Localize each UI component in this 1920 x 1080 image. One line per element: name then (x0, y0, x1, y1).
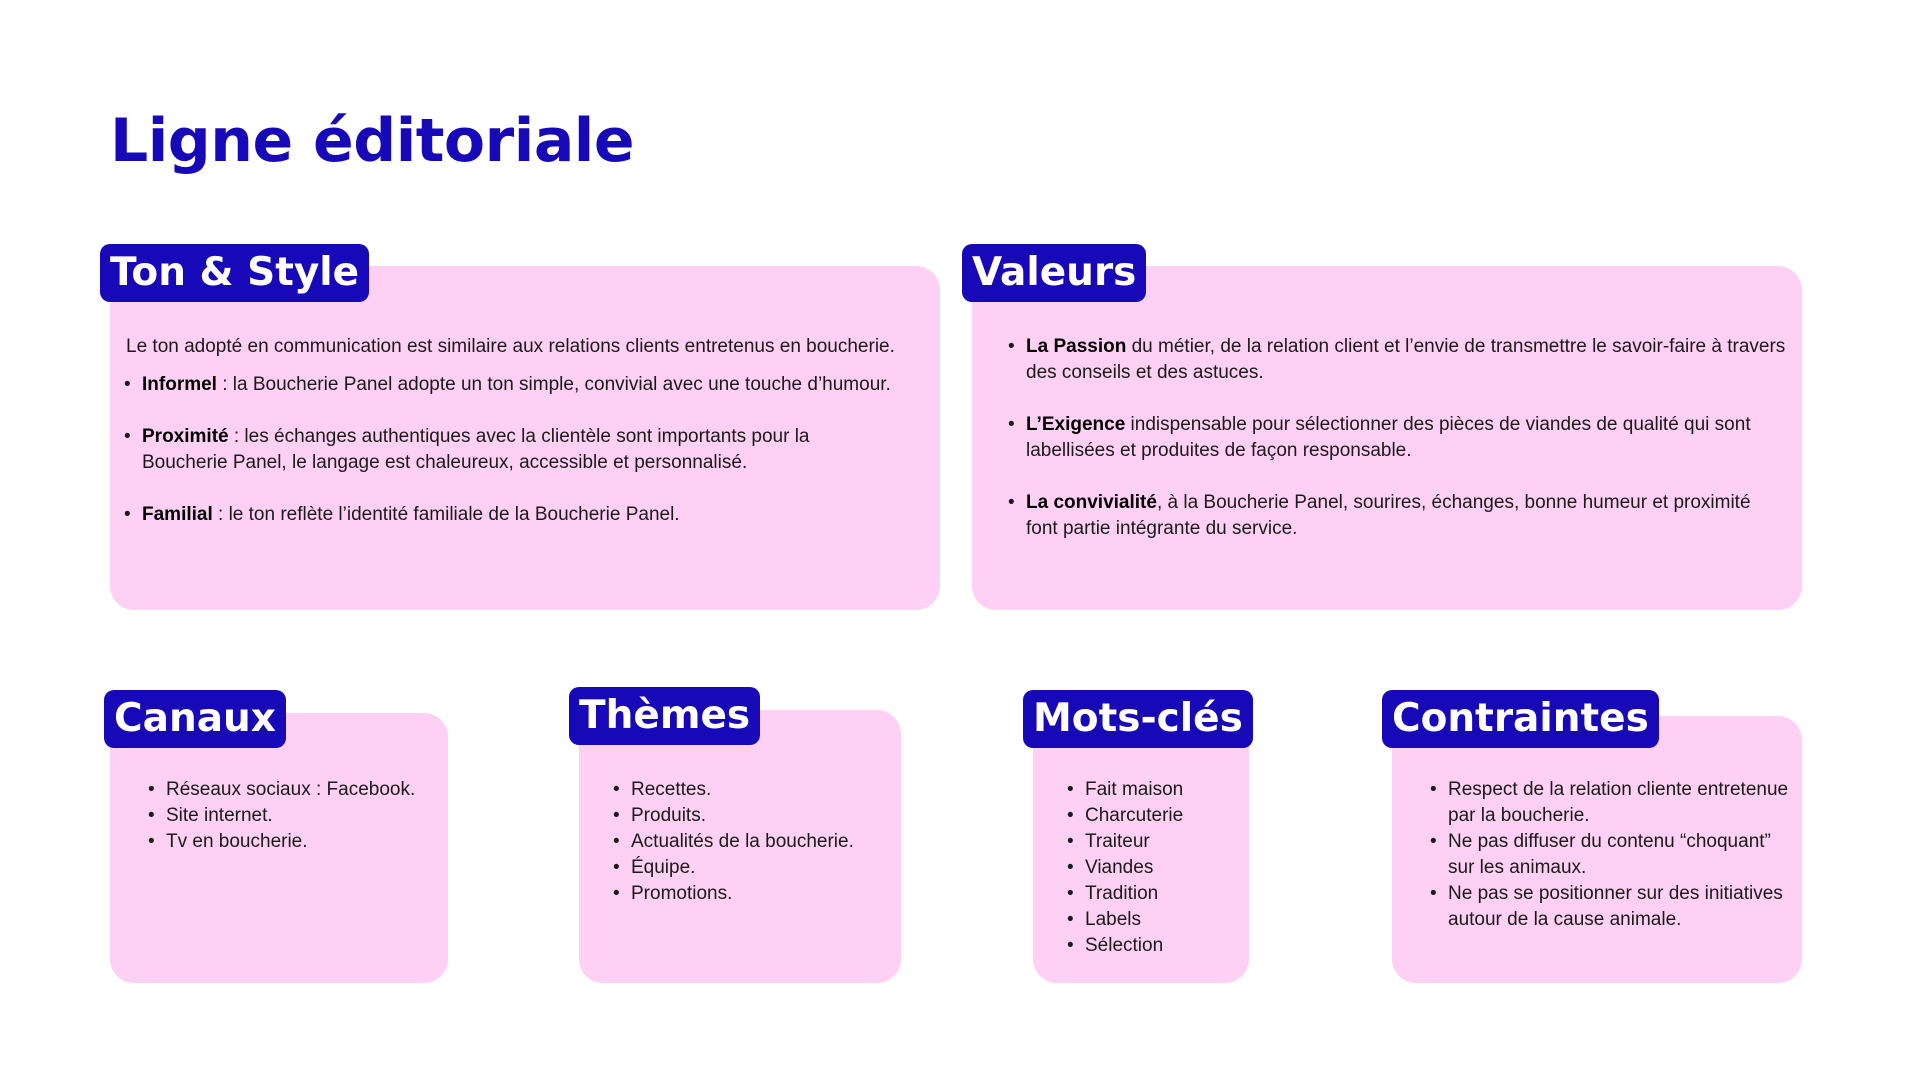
list-item: • Ne pas diffuser du contenu “choquant” sur les animaux. (1448, 829, 1798, 881)
list-item: • Traiteur (1085, 829, 1243, 855)
list-item: • Ne pas se positionner sur des initiatives autour de la cause animale. (1448, 881, 1798, 933)
list-item: • Charcuterie (1085, 803, 1243, 829)
list-item: • Équipe. (631, 855, 891, 881)
themes-label: Thèmes (569, 687, 760, 745)
canaux-list (146, 777, 438, 855)
list-item: • Tradition (1085, 881, 1243, 907)
list-item: • Produits. (631, 803, 891, 829)
mots-cles-card (1033, 713, 1249, 983)
contraintes-list (1428, 777, 1798, 933)
mots-cles-list (1065, 777, 1243, 959)
mots-cles-label: Mots-clés (1023, 690, 1253, 748)
list-item: • Tv en boucherie. (166, 829, 438, 855)
list-item: • Site internet. (166, 803, 438, 829)
list-item: • Labels (1085, 907, 1243, 933)
list-item: • Viandes (1085, 855, 1243, 881)
ton-style-list (126, 372, 900, 528)
list-item: • Informel : la Boucherie Panel adopte un ton simple, convivial avec une touche d’humour. (142, 372, 900, 398)
contraintes-card (1392, 716, 1802, 983)
valeurs-label: Valeurs (962, 244, 1146, 302)
list-item: • Familial : le ton reflète l’identité familiale de la Boucherie Panel. (142, 502, 900, 528)
list-item: • Actualités de la boucherie. (631, 829, 891, 855)
valeurs-card (972, 266, 1802, 610)
ton-style-card (110, 266, 940, 610)
canaux-card (110, 713, 448, 983)
list-item: • Réseaux sociaux : Facebook. (166, 777, 438, 803)
themes-card (579, 710, 901, 983)
page-title: Ligne éditoriale (110, 106, 635, 176)
list-item: • Respect de la relation cliente entretenue par la boucherie. (1448, 777, 1798, 829)
themes-list (611, 777, 891, 907)
ton-style-label: Ton & Style (100, 244, 369, 302)
valeurs-list (1006, 334, 1786, 542)
list-item: • Proximité : les échanges authentiques avec la clientèle sont importants pour la Boucherie Panel, le langage est chaleureux, accessible et personnalisé. (142, 424, 900, 476)
canaux-label: Canaux (104, 690, 286, 748)
list-item: • Fait maison (1085, 777, 1243, 803)
list-item: • Promotions. (631, 881, 891, 907)
list-item: • La Passion du métier, de la relation client et l’envie de transmettre le savoir-faire à travers des conseils et des astuces. (1026, 334, 1786, 386)
list-item: • L’Exigence indispensable pour sélectionner des pièces de viandes de qualité qui sont labellisées et produites de façon responsable. (1026, 412, 1786, 464)
list-item: • Recettes. (631, 777, 891, 803)
list-item: • Sélection (1085, 933, 1243, 959)
list-item: • La convivialité, à la Boucherie Panel, sourires, échanges, bonne humeur et proximité font partie intégrante du service. (1026, 490, 1786, 542)
contraintes-label: Contraintes (1382, 690, 1659, 748)
ton-style-intro: Le ton adopté en communication est similaire aux relations clients entretenus en boucherie. (126, 336, 895, 357)
